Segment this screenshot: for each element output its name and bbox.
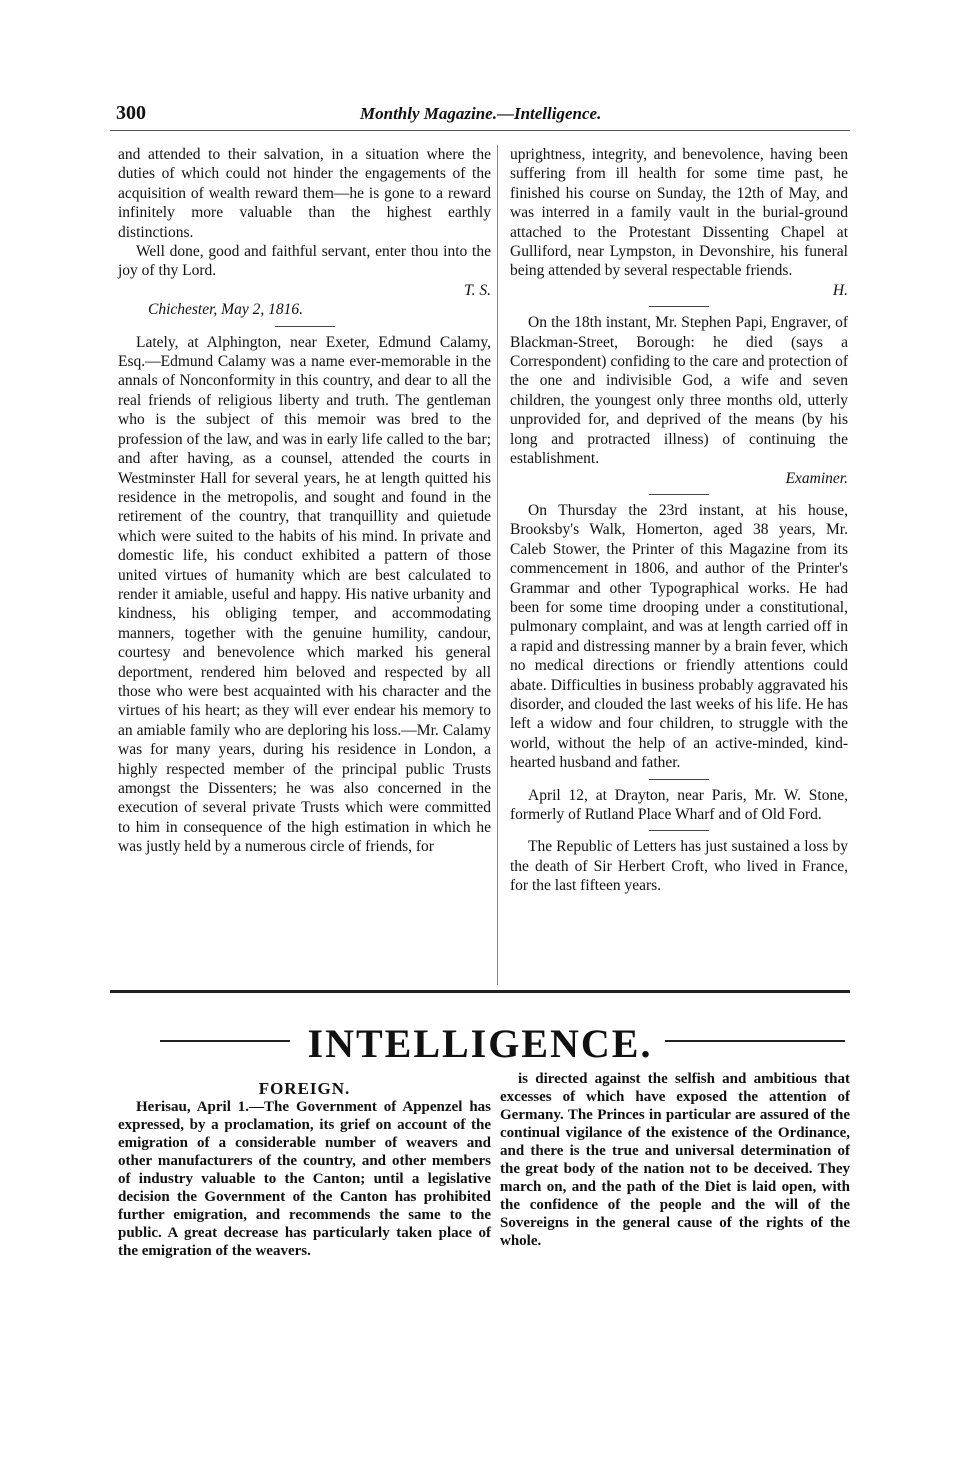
left-column [118,145,491,857]
page-number: 300 [116,102,146,124]
right-column [510,145,848,896]
croft-obituary: The Republic of Letters has just sustained a loss by the death of Sir Herbert Croft, who lived in France, for the last fifteen years. [510,838,848,895]
german-report: is directed against the selfish and ambitious that excesses of which have exposed the attention of Germany. The Princes in particular are assured of the continual vigilance of the existence of the Ordinance, and there is the true and universal determination of the great body of the nation not to be deceived. They march on, and the path of the Diet is laid open, with the confidence of the people and the will of the Sovereigns in the general cause of the rights of the whole. [500,1071,850,1249]
separator-rule [275,326,335,327]
section-title: INTELLIGENCE. [307,1021,653,1066]
papi-obituary: On the 18th instant, Mr. Stephen Papi, Engraver, of Blackman-Street, Borough: he died (says a Correspondent) confiding to the care and protection of the one and indivisible God, a wife and seven children, the youngest only three months old, utterly unprovided for, and deprived of the means (by his long and protracted illness) of continuing the establishment. [510,314,848,468]
source-credit: Examiner. [785,469,848,487]
stone-obituary: April 12, at Drayton, near Paris, Mr. W. Stone, formerly of Rutland Place Wharf and of Old Ford. [510,786,848,823]
section-divider [110,990,850,993]
separator-rule [649,494,709,495]
obituary-paragraph: and attended to their salvation, in a situation where the duties of which could not hinder the engagements of the acquisition of wealth reward them—he is gone to a reward infinitely more valuable than the highest earthly distinctions. [118,146,491,241]
calamy-continued: uprightness, integrity, and benevolence, having been suffering from ill health for some time past, he finished his course on Sunday, the 12th of May, and was interred in a family vault in the burial-ground attached to the Protestant Dissenting Chapel at Gulliford, near Lympston, in Devonshire, his funeral being attended by several respectable friends. [510,146,848,280]
column-divider [497,145,498,985]
running-title: Monthly Magazine.—Intelligence. [360,104,602,123]
title-rule-right [665,1040,845,1042]
intelligence-left-column [118,1080,491,1260]
herisau-report: Herisau, April 1.—The Government of Appenzel has expressed, by a proclamation, its grief on account of the emigration of a considerable number of weavers and other manufacturers of the country, and other members of industry valuable to the Canton; until a legislative decision the Government of the Canton has prohibited further emigration, and recommends the same to the public. A great decrease has particularly taken place of the emigration of the weavers. [118,1099,491,1259]
calamy-obituary: Lately, at Alphington, near Exeter, Edmund Calamy, Esq.—Edmund Calamy was a name ever-memorable in the annals of Nonconformity in this country, and dear to all the real friends of religious liberty and truth. The gentleman who is the subject of this memoir was bred to the profession of the law, and was in early life called to the bar; and after having, as a counsel, attended the courts in Westminster Hall for several years, he at length quitted his residence in the metropolis, and sought and found in the retirement of the country, that tranquillity and quietude which were suited to the habits of his mind. In private and domestic life, his conduct exhibited a pattern of those united virtues of humanity which are best calculated to render it amiable, useful and happy. His native urbanity and kindness, his obliging temper, and accommodating manners, together with the genuine humility, candour, courtesy and benevolence which marked his general deportment, rendered him beloved and respected by all those who were best acquainted with his character and the virtues of his heart; as they will ever endear his memory to an amiable family who are deploring his loss.—Mr. Calamy was for many years, during his residence in London, a highly respected member of the principal public Trusts amongst the Dissenters; he was also concerned in the execution of several private Trusts which were committed to him in consequence of the high estimation in which he was justly held by a numerous circle of friends, for [118,333,491,856]
separator-rule [649,306,709,307]
intelligence-right-column [500,1070,850,1250]
page-header [110,100,850,131]
separator-rule [649,779,709,780]
signature: T. S. [464,281,491,299]
separator-rule [649,830,709,831]
foreign-heading: FOREIGN. [258,1079,351,1098]
dateline: Chichester, May 2, 1816. [148,301,303,319]
signature: H. [832,281,848,299]
stower-obituary: On Thursday the 23rd instant, at his house, Brooksby's Walk, Homerton, aged 38 years, Mr. Caleb Stower, the Printer of this Magazine from its commencement in 1806, and author of the Printer's Grammar and other Typographical works. He had been for some time drooping under a constitutional, pulmonary complaint, and was at length carried off in a rapid and distressing manner by a brain fever, which no medical directions or friendly attentions could abate. Difficulties in business probably aggravated his disorder, and clouded the last weeks of his life. He has left a widow and four children, to struggle with the world, without the help of an active-minded, kind-hearted husband and father. [510,501,848,772]
title-rule-left [160,1040,290,1042]
quote-paragraph: Well done, good and faithful servant, enter thou into the joy of thy Lord. [118,243,491,280]
